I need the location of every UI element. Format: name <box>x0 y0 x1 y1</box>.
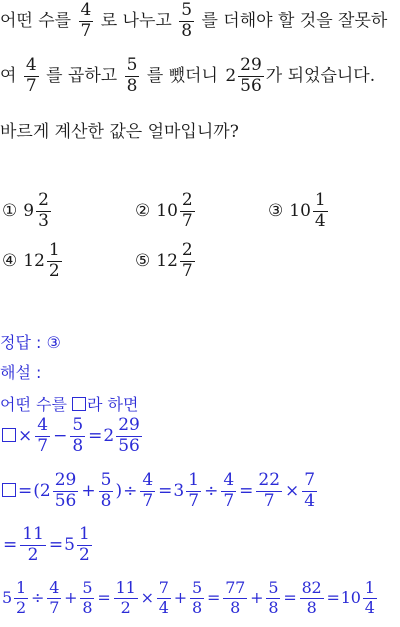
answer-value: ③ <box>46 333 61 352</box>
option-marker: ④ <box>2 250 18 271</box>
whole-number: 2 <box>225 65 237 86</box>
option-marker: ② <box>135 200 151 221</box>
text: 를 더해야 할 것을 잘못하 <box>201 10 388 31</box>
fraction: $\frac{29}{56}$ <box>54 470 77 511</box>
fraction: $\frac{1}{4}$ <box>364 578 375 617</box>
fraction: $\frac{5}{8}$ <box>100 470 112 511</box>
text: 를 곱하고 <box>46 65 118 86</box>
fraction: $\frac{1}{2}$ <box>48 240 60 281</box>
fraction: $\frac{2}{3}$ <box>38 190 49 231</box>
equation-1: × $\frac{4}{7}$ − $\frac{5}{8}$ =2 $\frac{29}{56}$ <box>2 417 144 456</box>
fraction: $\frac{11}{2}$ <box>115 578 136 617</box>
fraction: $\frac{11}{2}$ <box>22 524 44 565</box>
fraction: $\frac{4}{7}$ <box>37 415 49 456</box>
explanation-label: 해설 : <box>0 363 42 382</box>
fraction-5-8: $\frac{5}{8}$ <box>126 55 138 96</box>
fraction: $\frac{5}{8}$ <box>82 578 93 617</box>
equation-4: 5 $\frac{1}{2}$ ÷ $\frac{4}{7}$ + $\frac{5}{8}$ = $\frac{11}{2}$ × $\frac{7}{4}$ + $\frac{5}{8}$ = $\frac{77}{8}$ + $\frac{5}{8}$ = $\frac{82}{8}$ =10 $\frac{1}{4}$ <box>2 578 375 617</box>
unknown-box <box>2 428 16 442</box>
fraction: $\frac{7}{4}$ <box>158 578 169 617</box>
text: 를 뺐더니 <box>146 65 218 86</box>
option-marker: ⑤ <box>135 250 151 271</box>
fraction: $\frac{1}{2}$ <box>15 578 26 617</box>
whole-number: 12 <box>156 250 178 271</box>
answer-line <box>0 330 61 353</box>
problem-line-1 <box>0 2 387 41</box>
text: 여 <box>0 65 17 86</box>
problem-line-2 <box>0 57 375 96</box>
option-marker: ③ <box>268 200 284 221</box>
whole-number: 10 <box>156 200 178 221</box>
unknown-box <box>72 397 86 411</box>
fraction: $\frac{5}{8}$ <box>72 415 84 456</box>
fraction: $\frac{4}{7}$ <box>49 578 60 617</box>
whole-number: 9 <box>23 200 35 221</box>
explanation-intro: 어떤 수를 라 하면 <box>0 395 139 414</box>
unknown-box <box>2 483 16 497</box>
whole-number: 12 <box>23 250 45 271</box>
option-4[interactable] <box>2 242 64 281</box>
fraction-29-56: $\frac{29}{56}$ <box>240 55 262 96</box>
option-1[interactable] <box>2 192 53 231</box>
equation-2: =(2 $\frac{29}{56}$ + $\frac{5}{8}$ )÷ $\frac{4}{7}$ =3 $\frac{1}{7}$ ÷ $\frac{4}{7}$ = $\frac{22}{7}$ × $\frac{7}{4}$ <box>2 472 319 511</box>
fraction: $\frac{1}{4}$ <box>314 190 326 231</box>
option-2[interactable] <box>135 192 197 231</box>
fraction: $\frac{7}{4}$ <box>304 470 316 511</box>
problem-line-3: 바르게 계산한 값은 얼마입니까? <box>0 122 239 142</box>
fraction: $\frac{5}{8}$ <box>191 578 202 617</box>
fraction: $\frac{4}{7}$ <box>223 470 235 511</box>
text: 어떤 수를 <box>0 10 72 31</box>
fraction: $\frac{1}{7}$ <box>188 470 200 511</box>
fraction-4-7: $\frac{4}{7}$ <box>25 55 37 96</box>
fraction: $\frac{82}{8}$ <box>301 578 322 617</box>
text: 로 나누고 <box>100 10 172 31</box>
fraction: $\frac{77}{8}$ <box>225 578 246 617</box>
answer-label: 정답 : <box>0 333 42 352</box>
option-marker: ① <box>2 200 18 221</box>
equation-3: = $\frac{11}{2}$ =5 $\frac{1}{2}$ <box>3 524 90 565</box>
fraction: $\frac{5}{8}$ <box>268 578 279 617</box>
fraction: $\frac{4}{7}$ <box>142 470 154 511</box>
fraction: $\frac{2}{7}$ <box>181 240 193 281</box>
option-5[interactable] <box>135 242 197 281</box>
option-3[interactable] <box>268 192 330 231</box>
fraction-4-7: $\frac{4}{7}$ <box>80 0 92 41</box>
fraction: $\frac{1}{2}$ <box>78 524 90 565</box>
whole-number: 10 <box>289 200 311 221</box>
fraction: $\frac{2}{7}$ <box>181 190 193 231</box>
fraction: $\frac{22}{7}$ <box>258 470 281 511</box>
fraction: $\frac{29}{56}$ <box>118 415 140 456</box>
fraction-5-8: $\frac{5}{8}$ <box>181 0 193 41</box>
text: 가 되었습니다. <box>265 65 376 86</box>
